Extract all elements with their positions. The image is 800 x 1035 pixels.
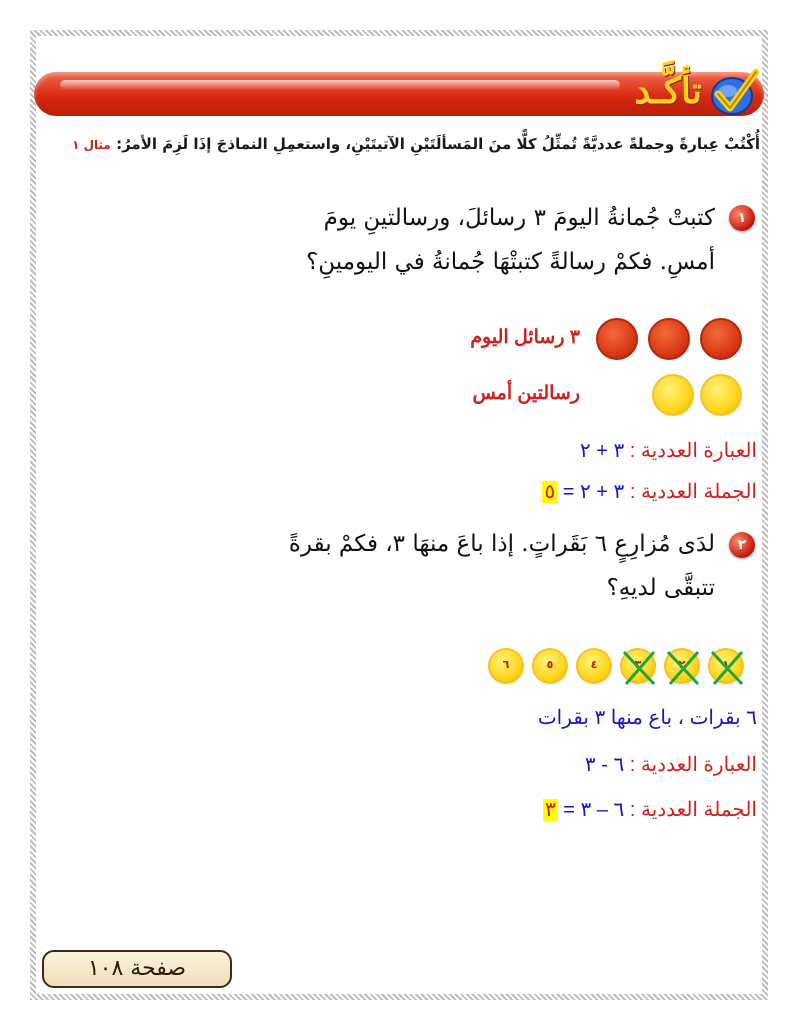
question-1-line-2: أمسِ. فكمْ رسالةً كتبتْهَا جُمانةُ في اليومينِ؟ [306, 249, 715, 275]
question-1-line-1: كتبتْ جُمانةُ اليومَ ٣ رسائلَ، ورسالتينِ يومَ [323, 205, 715, 231]
question-2-line-1: لدَى مُزارِعٍ ٦ بَقَراتٍ. إذا باعَ منهَا ٣، فكمْ بقرةً [288, 531, 715, 557]
q2-expression [585, 752, 757, 777]
q1-answer: ٥ [544, 481, 556, 503]
coin-1 [708, 648, 744, 684]
q2-answer: ٣ [544, 799, 556, 821]
q2-sentence [543, 797, 757, 822]
page-border [30, 30, 768, 1000]
red-counter-2 [648, 318, 690, 360]
checkmark-icon [706, 64, 762, 120]
q1-sentence-key: الجملة العددية : [629, 481, 757, 503]
question-1-number: ١ [729, 205, 755, 231]
question-2-line-2: تتبقَّى لديهِ؟ [606, 575, 715, 601]
q2-expression-key: العبارة العددية : [629, 754, 757, 776]
coin-3-label: ٣ [634, 658, 642, 671]
q1-expression-value: ٣ + ٢ [579, 440, 625, 462]
coin-2-label: ٢ [678, 658, 686, 671]
coin-5 [532, 648, 568, 684]
example-reference: مثال ١ [72, 138, 111, 152]
coin-1-label: ١ [722, 658, 730, 671]
cross-mark-icon [708, 646, 748, 690]
cross-mark-icon [620, 646, 660, 690]
question-2-number: ٢ [729, 532, 755, 558]
q2-expression-value: ٦ - ٣ [584, 754, 625, 776]
q1-sentence-value: ٣ + ٢ = [562, 481, 625, 503]
label-yesterday: رسالتين أمس [472, 383, 580, 404]
yellow-counter-2 [652, 374, 694, 416]
red-counter-3 [596, 318, 638, 360]
q2-note: ٦ بقرات ، باع منها ٣ بقرات [537, 707, 757, 729]
banner-gloss [60, 80, 620, 90]
coin-2 [664, 648, 700, 684]
instruction-text [72, 135, 760, 153]
cross-mark-icon [664, 646, 704, 690]
instruction-main: أُكْتُبْ عِبارةً وجملةً عدديَّةً تُمثِّلُ كلًّا منَ المَسألَتَيْنِ الآتيتَيْنِ، واستعمِلِ النماذجَ إذَا لَزِمَ الأمرُ: [116, 135, 760, 153]
coin-4-label: ٤ [590, 658, 598, 671]
page-number: صفحة ١٠٨ [87, 956, 187, 981]
q1-sentence [542, 479, 757, 504]
section-title: تأكَّـد [634, 70, 702, 112]
coin-6 [488, 648, 524, 684]
label-today: ٣ رسائل اليوم [470, 327, 580, 348]
coin-4 [576, 648, 612, 684]
q2-sentence-value: ٦ – ٣ = [563, 799, 625, 821]
q1-expression-key: العبارة العددية : [629, 440, 757, 462]
q1-expression [580, 438, 757, 463]
coin-5-label: ٥ [546, 658, 554, 671]
q2-sentence-key: الجملة العددية : [629, 799, 757, 821]
coin-6-label: ٦ [502, 658, 510, 671]
yellow-counter-1 [700, 374, 742, 416]
coin-3 [620, 648, 656, 684]
page-number-badge [42, 950, 232, 988]
red-counter-1 [700, 318, 742, 360]
